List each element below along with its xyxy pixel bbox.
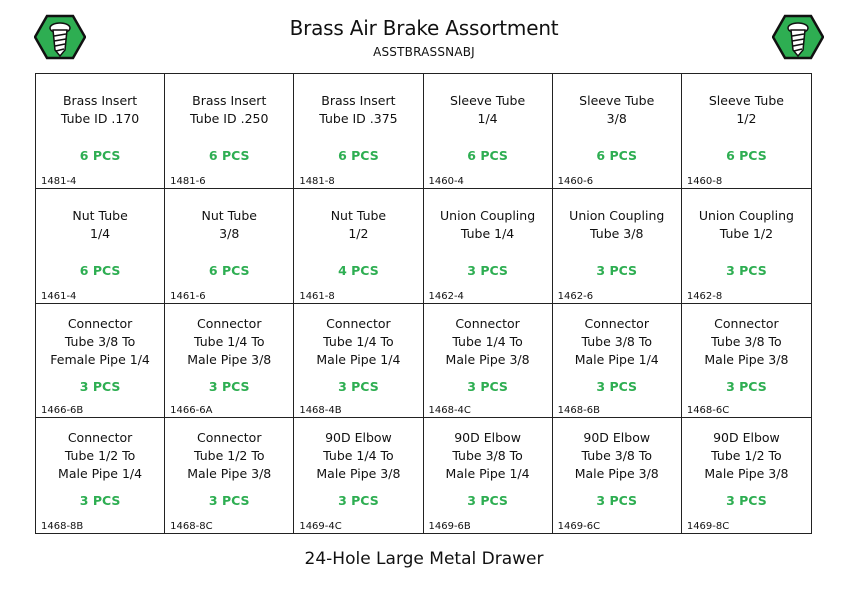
drawer-cell [165,418,294,533]
cell-name: Nut Tube 1/4 [72,207,128,241]
cell-quantity: 3 PCS [726,262,767,278]
cell-quantity: 3 PCS [596,378,638,394]
cell-part-number: 1460-8 [686,175,723,187]
cell-quantity: 3 PCS [467,378,508,394]
drawer-cell [36,74,165,189]
cell-part-number: 1469-8C [686,521,730,532]
drawer-cell [424,304,553,419]
drawer-cell [36,304,165,419]
drawer-cell [36,418,165,533]
cell-name: Nut Tube 3/8 [201,207,257,241]
cell-part-number: 1466-6B [41,405,84,417]
cell-name: Nut Tube 1/2 [330,207,387,241]
drawer-footer-label: 24-Hole Large Metal Drawer [304,549,544,569]
cell-name: 90D Elbow Tube 3/8 To Male Pipe 1/4 [445,430,530,482]
drawer-cell [294,418,423,533]
cell-quantity: 6 PCS [467,148,508,163]
cell-name: Brass Insert Tube ID .170 [60,93,140,126]
cell-part-number: 1468-4B [299,405,342,417]
cell-part-number: 1460-6 [557,175,594,187]
drawer-cell [36,189,165,304]
cell-name: Sleeve Tube 3/8 [579,93,655,126]
drawer-cell [165,74,294,189]
cell-part-number: 1460-4 [428,175,464,187]
cell-quantity: 3 PCS [726,493,767,509]
cell-quantity: 3 PCS [338,493,379,509]
cell-part-number: 1481-6 [170,175,206,187]
cell-name: Connector Tube 1/2 To Male Pipe 1/4 [58,430,143,482]
cell-name: 90D Elbow Tube 1/2 To Male Pipe 3/8 [704,430,789,482]
cell-name: Connector Tube 3/8 To Female Pipe 1/4 [50,315,150,367]
cell-quantity: 3 PCS [596,262,638,278]
cell-quantity: 3 PCS [596,493,638,509]
page-title: Brass Air Brake Assortment [289,16,559,40]
drawer-cell [165,189,294,304]
cell-name: Connector Tube 3/8 To Male Pipe 1/4 [574,315,659,367]
cell-part-number: 1461-6 [170,290,206,302]
cell-name: Brass Insert Tube ID .375 [319,93,398,126]
drawer-cell [294,74,423,189]
cell-name: Union Coupling Tube 1/2 [698,207,794,241]
cell-quantity: 3 PCS [79,378,121,394]
drawer-cell [165,304,294,419]
cell-part-number: 1461-4 [41,290,77,302]
page-subtitle: ASSTBRASSNABJ [373,45,475,59]
cell-quantity: 3 PCS [726,378,767,394]
cell-quantity: 6 PCS [79,148,121,163]
cell-part-number: 1462-4 [428,290,464,302]
drawer-cell [424,74,553,189]
cell-name: Connector Tube 1/2 To Male Pipe 3/8 [187,430,272,482]
cell-part-number: 1466-6A [170,405,213,417]
drawer-cell [424,418,553,533]
cell-part-number: 1468-6C [686,405,730,417]
drawer-cell [294,304,423,419]
cell-part-number: 1468-4C [428,405,471,417]
cell-part-number: 1469-4C [299,521,342,532]
cell-name: Connector Tube 1/4 To Male Pipe 3/8 [187,315,272,367]
cell-part-number: 1469-6B [428,521,471,532]
cell-part-number: 1481-8 [299,175,335,187]
drawer-cell [682,74,811,189]
cell-quantity: 3 PCS [208,493,250,509]
cell-name: Connector Tube 3/8 To Male Pipe 3/8 [704,315,789,367]
cell-part-number: 1469-6C [557,521,601,532]
cell-quantity: 3 PCS [467,493,508,509]
drawer-cell [553,304,682,419]
cell-part-number: 1468-6B [557,405,600,417]
drawer-cell [294,189,423,304]
cell-part-number: 1462-6 [557,290,594,302]
cell-name: Union Coupling Tube 1/4 [440,207,536,241]
drawer-cell [682,418,811,533]
cell-quantity: 6 PCS [208,148,250,163]
cell-name: 90D Elbow Tube 3/8 To Male Pipe 3/8 [574,430,659,482]
cell-part-number: 1468-8C [170,521,213,532]
cell-quantity: 3 PCS [79,493,121,509]
drawer-cell [553,189,682,304]
drawer-cell [424,189,553,304]
cell-part-number: 1468-8B [41,521,84,532]
assortment-grid [35,73,812,534]
cell-quantity: 6 PCS [79,262,121,278]
cell-name: Connector Tube 1/4 To Male Pipe 1/4 [316,315,401,367]
cell-quantity: 4 PCS [338,262,379,278]
cell-name: Sleeve Tube 1/2 [708,93,784,126]
drawer-cell [682,304,811,419]
cell-quantity: 3 PCS [208,378,250,394]
cell-quantity: 3 PCS [467,262,508,278]
drawer-cell [682,189,811,304]
cell-part-number: 1461-8 [299,290,335,302]
cell-quantity: 3 PCS [338,378,379,394]
cell-quantity: 6 PCS [726,148,767,163]
cell-name: 90D Elbow Tube 1/4 To Male Pipe 3/8 [316,430,401,482]
cell-quantity: 6 PCS [596,148,638,163]
cell-part-number: 1481-4 [41,175,77,187]
cell-part-number: 1462-8 [686,290,723,302]
cell-name: Sleeve Tube 1/4 [450,93,526,126]
drawer-cell [553,74,682,189]
cell-name: Brass Insert Tube ID .250 [190,93,269,126]
drawer-cell [553,418,682,533]
cell-name: Connector Tube 1/4 To Male Pipe 3/8 [445,315,530,367]
cell-quantity: 6 PCS [208,262,250,278]
cell-quantity: 6 PCS [338,148,379,163]
cell-name: Union Coupling Tube 3/8 [569,207,665,241]
